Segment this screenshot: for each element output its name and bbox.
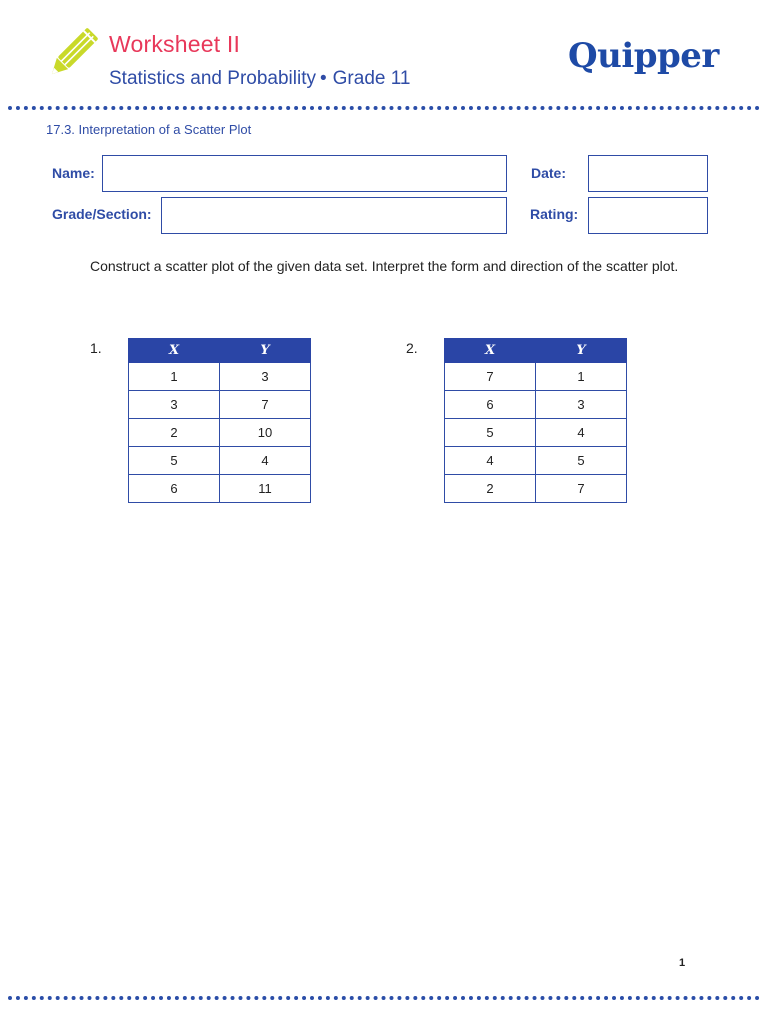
table-row [445,475,627,503]
rating-field[interactable] [588,197,708,234]
brand-logo: Quipper [568,36,719,76]
instructions-text: Construct a scatter plot of the given data set. Interpret the form and direction of the scatter plot. [90,258,679,274]
subtitle-separator: • [320,68,327,89]
cell-x: 1 [129,363,220,391]
table-row [445,447,627,475]
cell-y: 7 [220,391,311,419]
table-header-row [129,339,311,363]
table-row [445,419,627,447]
pencil-icon [44,26,98,84]
cell-x: 5 [129,447,220,475]
name-label: Name: [52,165,95,181]
grade-section-label: Grade/Section: [52,206,152,222]
cell-x: 7 [445,363,536,391]
column-header-y: Y [220,339,311,363]
rating-label: Rating: [530,206,579,222]
table-row [129,391,311,419]
table-row [445,391,627,419]
cell-x: 2 [445,475,536,503]
cell-y: 3 [220,363,311,391]
cell-x: 6 [445,391,536,419]
table-row [129,419,311,447]
problem-1-number: 1. [90,340,102,356]
cell-y: 5 [536,447,627,475]
cell-x: 6 [129,475,220,503]
column-header-x: X [445,339,536,363]
cell-x: 4 [445,447,536,475]
table-row [129,447,311,475]
cell-y: 3 [536,391,627,419]
problem-2-table [444,338,627,503]
cell-x: 5 [445,419,536,447]
table-row [129,475,311,503]
header-divider [8,106,760,110]
name-field[interactable] [102,155,507,192]
column-header-y: Y [536,339,627,363]
section-title: 17.3. Interpretation of a Scatter Plot [46,122,252,137]
problem-2-number: 2. [406,340,418,356]
problem-1-table [128,338,311,503]
table-row [445,363,627,391]
column-header-x: X [129,339,220,363]
date-field[interactable] [588,155,708,192]
grade-section-field[interactable] [161,197,507,234]
cell-y: 4 [536,419,627,447]
table-header-row [445,339,627,363]
grade-label: Grade 11 [332,68,411,89]
cell-y: 11 [220,475,311,503]
cell-y: 4 [220,447,311,475]
page-number: 1 [679,957,686,969]
footer-divider [8,996,760,1000]
cell-x: 2 [129,419,220,447]
table-row [129,363,311,391]
worksheet-subtitle [109,68,410,90]
cell-y: 10 [220,419,311,447]
worksheet-title: Worksheet II [109,31,241,57]
subject-label: Statistics and Probability [109,68,316,89]
cell-x: 3 [129,391,220,419]
cell-y: 7 [536,475,627,503]
date-label: Date: [531,165,567,181]
cell-y: 1 [536,363,627,391]
